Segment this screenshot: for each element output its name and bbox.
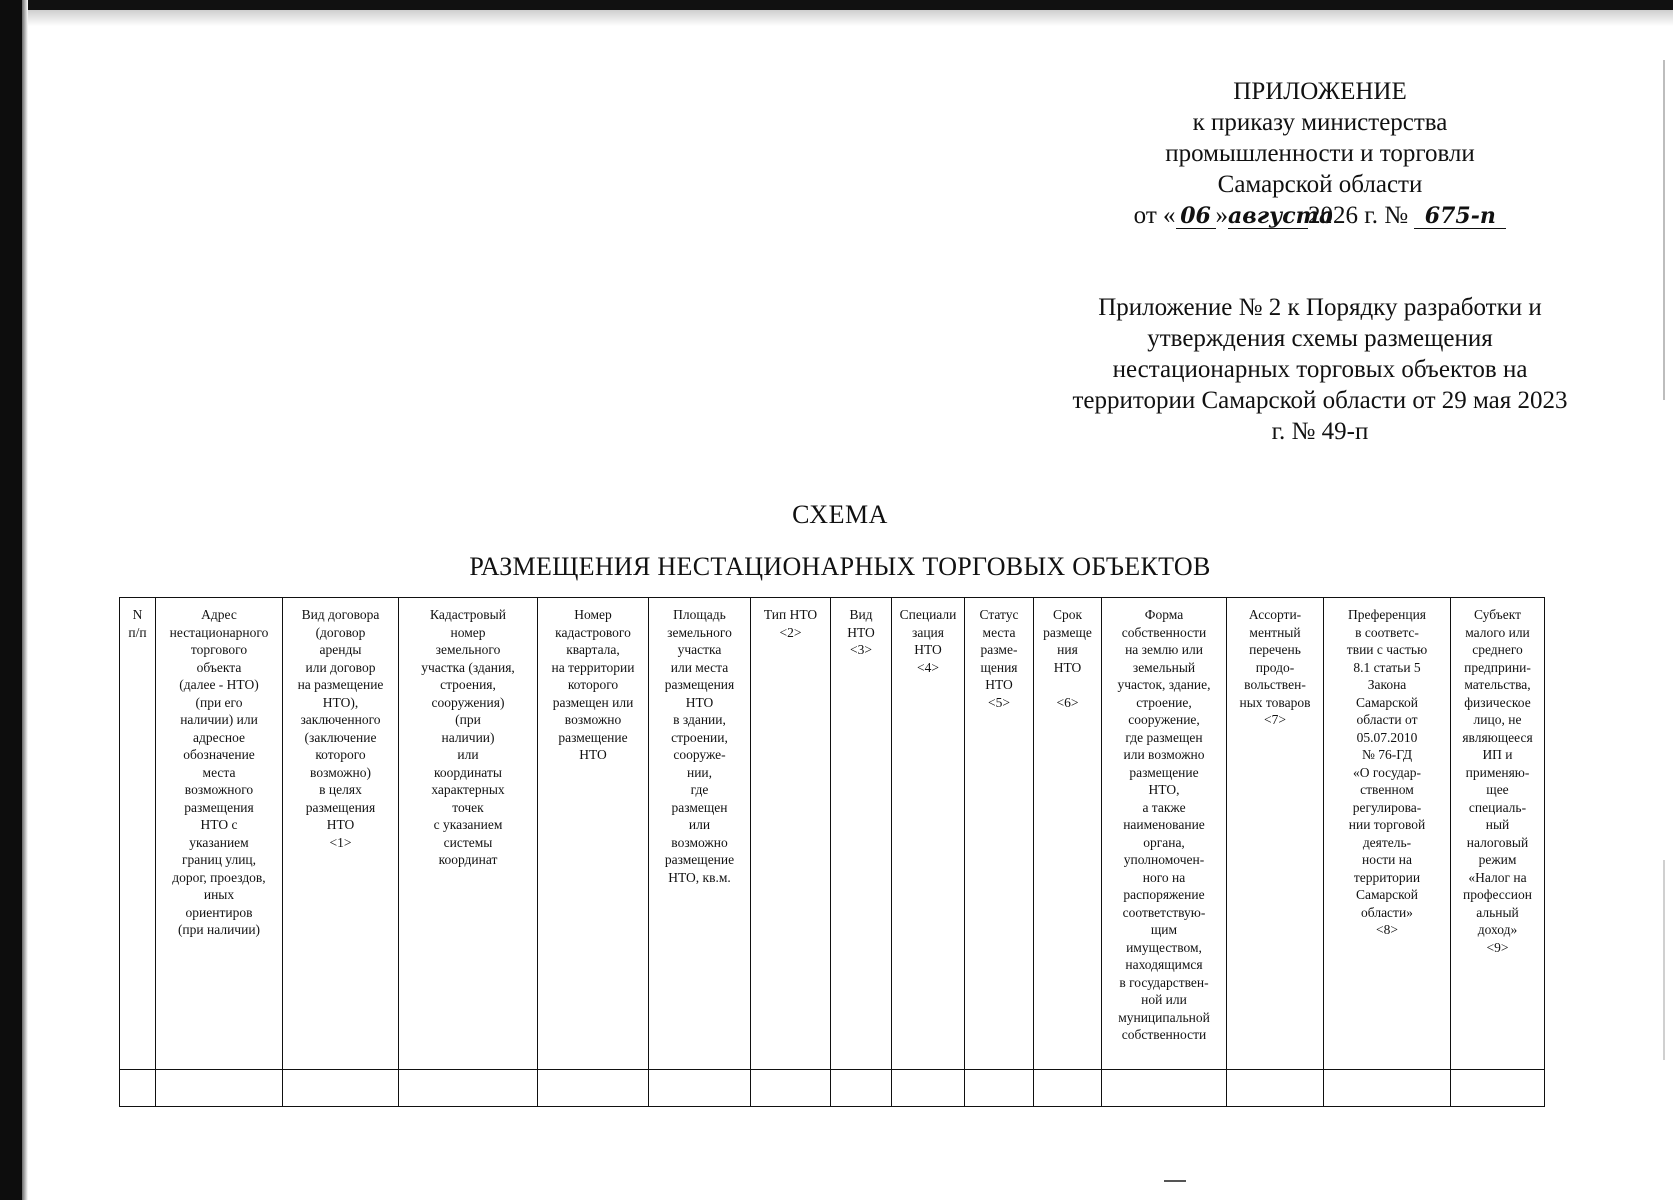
date-prefix: от « (1133, 202, 1176, 229)
table-cell (1034, 1070, 1102, 1107)
appendix-2-line-2: к Порядку разработки (1287, 294, 1523, 321)
date-mid: » (1215, 202, 1229, 229)
appendix-line-1: к приказу министерства (1192, 109, 1448, 136)
handwritten-number: 675-п (1414, 204, 1506, 229)
appendix-2-line-6: от 29 мая 2023 г. № 49-п (1271, 387, 1568, 445)
placement-scheme-table (119, 597, 1545, 1107)
appendix-2-line-4: нестационарных торговых объектов (1112, 356, 1497, 383)
appendix-2-line-3: и утверждения схемы размещения (1147, 294, 1542, 352)
header-cell-preference: Преференция в соответс- твии с частью 8.1 статьи 5 Закона Самарской области от 05.07.2010 № 76-ГД «О государ- ственном регулирова- нии торговой деятель- ности на территории Самарской области» <8> (1324, 598, 1451, 1070)
header-cell-nto-type: Тип НТО <2> (751, 598, 831, 1070)
scan-left-border (0, 0, 22, 1200)
header-cell-business-subject: Субъект малого или среднего предприни- мательства, физическое лицо, не являющееся ИП и применяю- щее специаль- ный налоговый режим «Налог на профессион альный доход» <9> (1451, 598, 1545, 1070)
header-cell-contract-type: Вид договора (договор аренды или договор на размещение НТО), заключенного (заключение которого возможно) в целях размещения НТО <1> (283, 598, 399, 1070)
table-cell (1451, 1070, 1545, 1107)
scan-artifact-mark (1164, 1180, 1186, 1182)
appendix-2-header (1070, 292, 1570, 447)
table-cell (156, 1070, 283, 1107)
header-cell-specialization: Специали зация НТО <4> (892, 598, 965, 1070)
header-cell-address: Адрес нестационарного торгового объекта (далее - НТО) (при его наличии) или адресное обозначение места возможного размещения НТО с указанием границ улиц, дорог, проездов, иных ориентиров (при наличии) (156, 598, 283, 1070)
scan-top-border (0, 0, 1673, 10)
table-cell (399, 1070, 538, 1107)
table-cell (283, 1070, 399, 1107)
header-cell-status: Статус места разме- щения НТО <5> (965, 598, 1034, 1070)
header-cell-ownership: Форма собственности на землю или земельный участок, здание, строение, сооружение, где размещен или возможно размещение НТО, а также наименование органа, уполномочен- ного на распоряжение соответствую- щим имуществом, находящимся в государствен- ной или муниципальной собственности (1102, 598, 1227, 1070)
table-cell (649, 1070, 751, 1107)
header-cell-nto-kind: Вид НТО <3> (831, 598, 892, 1070)
appendix-date-line (1070, 200, 1570, 231)
table-cell (1102, 1070, 1227, 1107)
header-cell-cadastral-quarter: Номер кадастрового квартала, на территории которого размещен или возможно размещение НТО (538, 598, 649, 1070)
handwritten-day: 06 (1176, 204, 1216, 229)
header-cell-area: Площадь земельного участка или места размещения НТО в здании, строении, сооруже- нии, где размещен или возможно размещение НТО, кв.м. (649, 598, 751, 1070)
table-cell (751, 1070, 831, 1107)
header-cell-assortment: Ассорти- ментный перечень продо- вольствен- ных товаров <7> (1227, 598, 1324, 1070)
scan-artifact-line (1663, 60, 1665, 400)
table-header-row (120, 598, 1545, 1070)
appendix-2-line-1: Приложение № 2 (1098, 294, 1282, 321)
scan-artifact-line-lower (1663, 860, 1665, 1060)
table-cell (831, 1070, 892, 1107)
table-cell (965, 1070, 1034, 1107)
appendix-title: ПРИЛОЖЕНИЕ (1233, 78, 1407, 105)
appendix-line-3: Самарской области (1217, 171, 1423, 198)
date-year: 2026 г. № (1308, 202, 1409, 229)
header-cell-number: N п/п (120, 598, 156, 1070)
appendix-2-line-5: на территории Самарской области (1072, 356, 1528, 414)
table-cell (538, 1070, 649, 1107)
header-cell-cadastral-number: Кадастровый номер земельного участка (здания, строения, сооружения) (при наличии) или координаты характерных точек с указанием системы координат (399, 598, 538, 1070)
table-row (120, 1070, 1545, 1107)
table-cell (1227, 1070, 1324, 1107)
table-cell (120, 1070, 156, 1107)
table-cell (892, 1070, 965, 1107)
table-cell (1324, 1070, 1451, 1107)
scan-top-shadow (0, 10, 1673, 26)
header-cell-term: Срок размеще ния НТО <6> (1034, 598, 1102, 1070)
document-title: СХЕМА (792, 500, 888, 529)
appendix-header (1070, 76, 1570, 231)
handwritten-month: августа (1228, 203, 1334, 229)
appendix-line-2: промышленности и торговли (1165, 140, 1475, 167)
document-subtitle: РАЗМЕЩЕНИЯ НЕСТАЦИОНАРНЫХ ТОРГОВЫХ ОБЪЕКТОВ (469, 552, 1211, 581)
scan-left-shadow (22, 0, 28, 1200)
